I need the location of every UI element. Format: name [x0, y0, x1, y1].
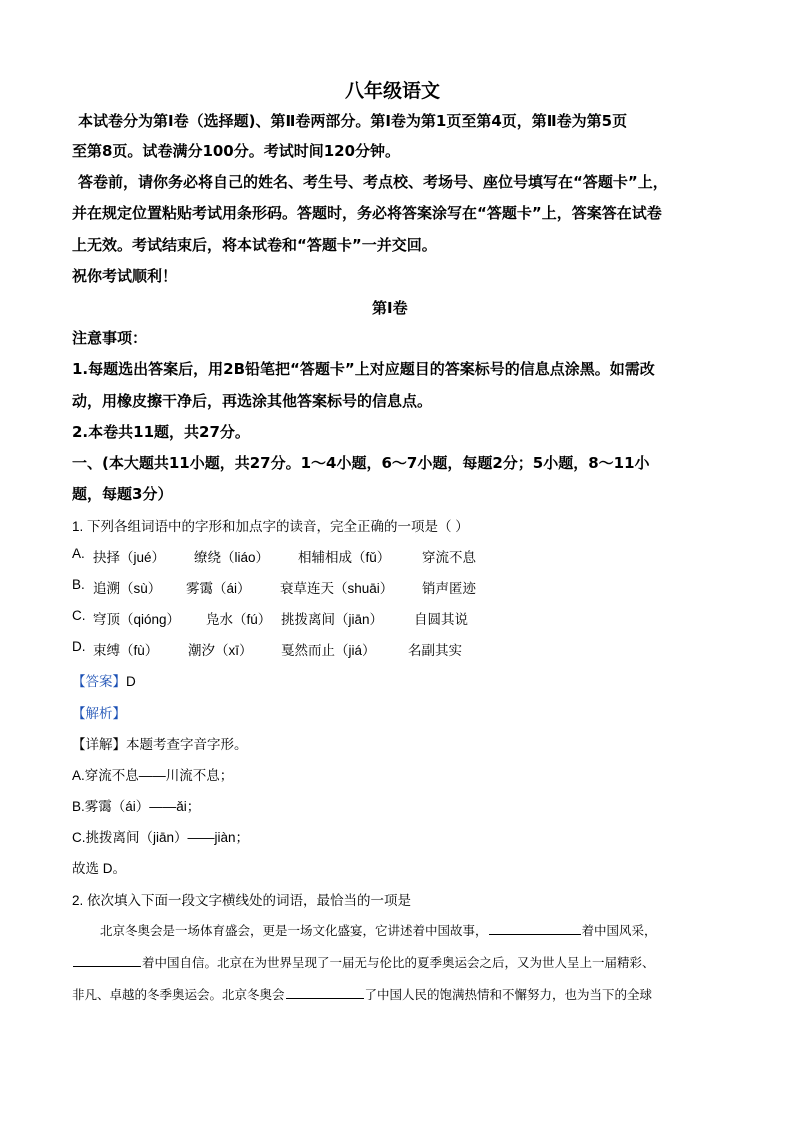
section-heading: 第Ⅰ卷 [372, 299, 408, 317]
analysis-line: C.挑拨离间（jiān）——jiàn； [72, 830, 250, 845]
passage-line [100, 921, 657, 939]
fill-blank[interactable] [73, 954, 141, 967]
passage-text: 着中国自信。北京在为世界呈现了一届无与伦比的夏季奥运会之后，又为世人呈上一届精彩、 [142, 955, 655, 970]
option-d [72, 639, 86, 654]
instructions-line: 上无效。考试结束后，将本试卷和“答题卡”一并交回。 [72, 236, 437, 254]
passage-text: 了中国人民的饱满热情和不懈努力，也为当下的全球 [364, 987, 653, 1002]
instructions-line: 答卷前，请你务必将自己的姓名、考生号、考点校、考场号、座位号填写在“答题卡”上， [78, 173, 668, 191]
option-label: A. [72, 546, 85, 561]
analysis-line: B.雾霭（ái）——ǎi； [72, 799, 201, 814]
analysis-line: A.穿流不息——川流不息； [72, 768, 234, 783]
note-line: 2.本卷共11题，共27分。 [72, 423, 250, 441]
option-word: 凫水（fú） [206, 612, 272, 627]
passage-text: 非凡、卓越的冬季奥运会。北京冬奥会 [72, 987, 285, 1002]
option-label: B. [72, 577, 85, 592]
analysis-line: 故选 D。 [72, 861, 126, 876]
option-word: 销声匿迹 [422, 581, 476, 596]
option-c [72, 608, 86, 623]
passage-line [72, 953, 655, 971]
option-word: 穹顶（qióng） [93, 612, 181, 627]
option-word: 自圆其说 [414, 612, 468, 627]
instructions-line: 并在规定位置粘贴考试用条形码。答题时，务必将答案涂写在“答题卡”上，答案答在试卷 [72, 204, 662, 222]
fill-blank[interactable] [489, 922, 581, 935]
option-word: 缭绕（liáo） [194, 550, 270, 565]
option-word: 追溯（sù） [93, 581, 162, 596]
instructions-line: 至第8页。试卷满分100分。考试时间120分钟。 [72, 142, 401, 160]
detail-line: 【详解】本题考查字音字形。 [72, 737, 248, 752]
answer-value: D [126, 674, 136, 689]
question-2-stem: 2. 依次填入下面一段文字横线处的词语，最恰当的一项是 [72, 893, 412, 908]
option-label: C. [72, 608, 86, 623]
answer-line [72, 670, 136, 690]
option-word: 戛然而止（jiá） [281, 643, 376, 658]
option-word: 抉择（jué） [93, 550, 166, 565]
question-1-stem: 1. 下列各组词语中的字形和加点字的读音，完全正确的一项是（ ） [72, 519, 469, 534]
wish-text: 祝你考试顺利！ [72, 267, 178, 285]
option-word: 雾霭（ái） [186, 581, 251, 596]
note-line: 1.每题选出答案后，用2B铅笔把“答题卡”上对应题目的答案标号的信息点涂黑。如需改 [72, 360, 655, 378]
notes-heading: 注意事项： [72, 329, 148, 347]
option-b [72, 577, 85, 592]
option-label: D. [72, 639, 86, 654]
option-a [72, 546, 85, 561]
part-heading: 一、(本大题共11小题，共27分。1～4小题，6～7小题，每题2分；5小题，8～11小 [72, 454, 650, 472]
option-word: 挑拨离间（jiān） [281, 612, 384, 627]
passage-text: 北京冬奥会是一场体育盛会，更是一场文化盛宴，它讲述着中国故事， [100, 923, 488, 938]
fill-blank[interactable] [286, 986, 364, 999]
option-word: 衰草连天（shuāi） [280, 581, 394, 596]
answer-tag: 【答案】 [72, 674, 126, 689]
passage-line [72, 985, 652, 1003]
part-heading: 题，每题3分） [72, 485, 173, 503]
option-word: 潮汐（xī） [188, 643, 253, 658]
option-word: 束缚（fù） [93, 643, 159, 658]
instructions-line: 本试卷分为第Ⅰ卷（选择题)、第Ⅱ卷两部分。第Ⅰ卷为第1页至第4页，第Ⅱ卷为第5页 [78, 112, 628, 130]
option-word: 名副其实 [408, 643, 462, 658]
analysis-tag: 【解析】 [72, 706, 126, 721]
passage-text: 着中国风采， [581, 923, 657, 938]
option-word: 相辅相成（fǔ） [298, 550, 391, 565]
note-line: 动，用橡皮擦干净后，再选涂其他答案标号的信息点。 [72, 392, 433, 410]
page-title: 八年级语文 [345, 80, 441, 102]
option-word: 穿流不息 [422, 550, 476, 565]
